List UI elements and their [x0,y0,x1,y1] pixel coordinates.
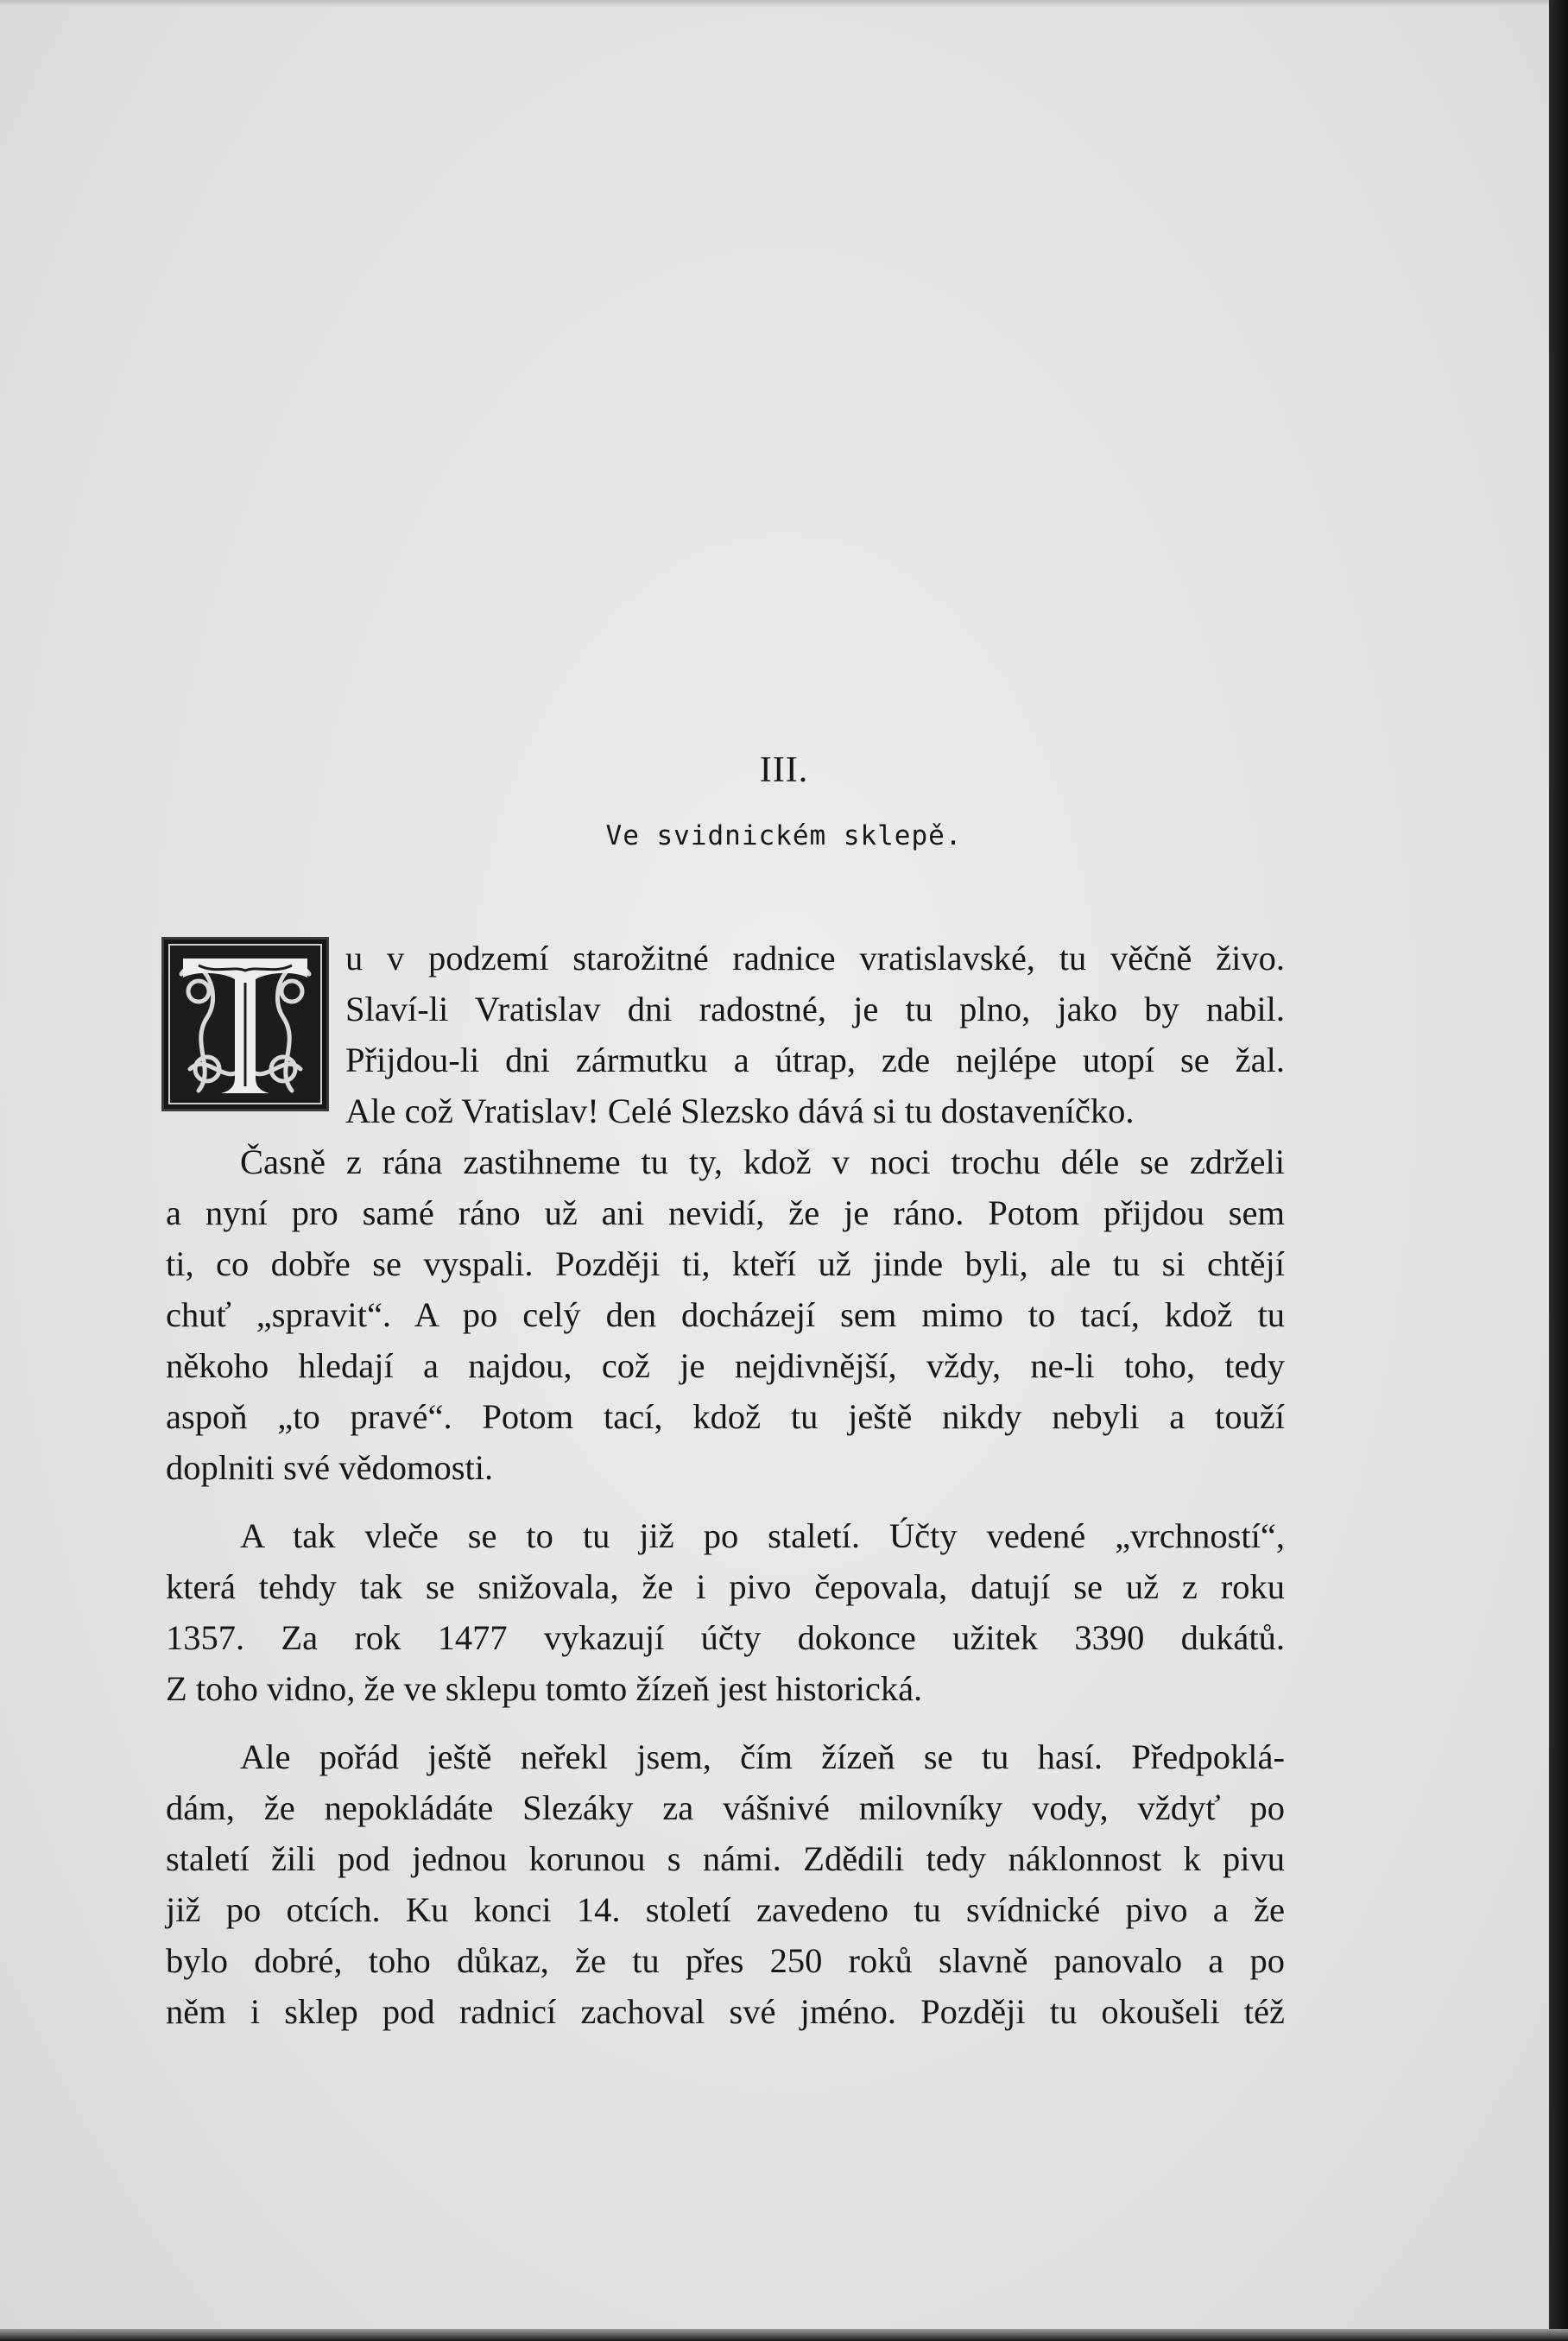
body-text [166,933,1285,2037]
text-line: Ale pořád ještě neřekl jsem, čím žízeň se tu hasí. Předpoklá- [240,1737,1285,1776]
text-line: Ale což Vratislav! Celé Slezsko dává si tu dostaveníčko. [345,1091,1135,1130]
paragraph-gap [166,1714,1285,1731]
text-line: Slaví-li Vratislav dni radostné, je tu plno, jako by nabil. [345,990,1285,1028]
text-line: Z toho vidno, že ve sklepu tomto žízeň jest historická. [166,1669,923,1708]
text-line: Časně z rána zastihneme tu ty, kdož v noci trochu déle se zdrželi [240,1142,1285,1181]
page-right-edge [1549,0,1568,2341]
text-line: a nyní pro samé ráno už ani nevidí, že je ráno. Potom přijdou sem [166,1193,1285,1232]
page-bottom-edge [0,2329,1568,2341]
chapter-number: III. [759,750,809,790]
text-line: staletí žili pod jednou korunou s námi. Zdědili tedy náklonnost k pivu [166,1839,1285,1878]
text-line: dám, že nepokládáte Slezáky za vášnivé milovníky vody, vždyť po [166,1788,1285,1827]
chapter-title: Ve svidnickém sklepě. [605,820,963,851]
text-line: která tehdy tak se snižovala, že i pivo čepovala, datují se už z roku [166,1567,1285,1606]
text-line: chuť „spravit“. A po celý den docházejí sem mimo to tací, kdož tu [166,1295,1285,1334]
text-line: u v podzemí starožitné radnice vratislavské, tu věčně živo. [345,939,1285,978]
text-line: bylo dobré, toho důkaz, že tu přes 250 roků slavně panovalo a po [166,1941,1285,1980]
text-line: aspoň „to pravé“. Potom tací, kdož tu ještě nikdy nebyli a touží [166,1397,1285,1436]
text-line: něm i sklep pod radnicí zachoval své jméno. Později tu okoušeli též [166,1992,1285,2031]
text-line: A tak vleče se to tu již po staletí. Účty vedené „vrchností“, [240,1516,1285,1555]
text-line: již po otcích. Ku konci 14. století zavedeno tu svídnické pivo a že [166,1890,1285,1929]
page-top-edge [0,0,1568,7]
text-line: doplniti své vědomosti. [166,1448,494,1487]
text-line: někoho hledají a najdou, což je nejdivnější, vždy, ne-li toho, tedy [166,1346,1285,1385]
text-line: ti, co dobře se vyspali. Později ti, kteří už jinde byli, ale tu si chtějí [166,1244,1285,1283]
paragraph-gap [166,1493,1285,1510]
text-line: Přijdou-li dni zármutku a útrap, zde nejlépe utopí se žal. [345,1041,1285,1079]
text-line: 1357. Za rok 1477 vykazují účty dokonce užitek 3390 dukátů. [166,1618,1285,1657]
